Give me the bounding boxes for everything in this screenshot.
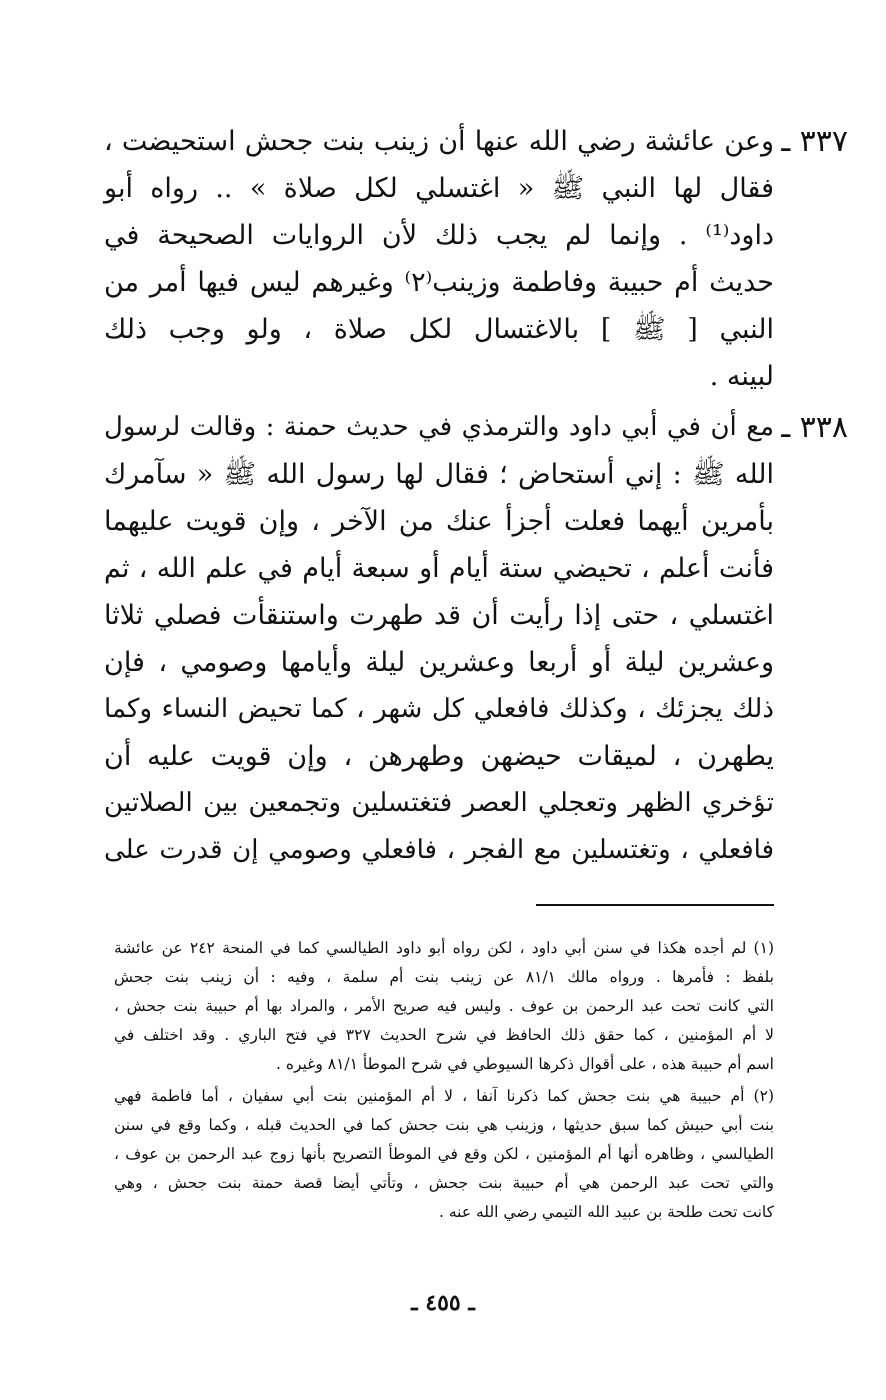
- footnote-line: والتي تحت عبد الرحمن هي أم حبيبة بنت جحش ، وتأتي أيضا قصة حمنة بنت جحش ، وهي: [114, 1174, 774, 1192]
- text-line: وعشرين ليلة أو أربعا وعشرين ليلة وأيامها وصومي ، فإن: [104, 647, 774, 678]
- footnote-line: بنت أبي حبيش كما سبق حديثها ، وزينب هي بنت جحش كما في الحديث قبله ، وكما وقع في سنن: [114, 1116, 774, 1134]
- text-line: اغتسلي ، حتى إذا رأيت أن قد طهرت واستنقأت فصلي ثلاثا: [104, 600, 774, 631]
- page-number: ـ ٤٥٥ ـ: [411, 1290, 475, 1316]
- hadith-number: ٣٣٧ ـ: [781, 124, 848, 159]
- hadith-338: [104, 404, 848, 874]
- text-line: فقال لها النبي ﷺ « اغتسلي لكل صلاة » .. رواه أبو: [104, 173, 774, 204]
- footnote-line: (٢) أم حبيبة هي بنت جحش كما ذكرنا آنفا ، لا أم المؤمنين بنت أبي سفيان ، أما فاطمة فهي: [114, 1087, 774, 1105]
- text-line: حديث أم حبيبة وفاطمة وزينب⁽٢⁾ وغيرهم ليس فيها أمر من: [104, 267, 774, 298]
- footnote-line: بلفظ : فأمرها . ورواه مالك ٨١/١ عن زينب بنت أم سلمة ، وفيه : أن زينب بنت جحش: [114, 968, 774, 986]
- footnote-line: (١) لم أجده هكذا في سنن أبي داود ، لكن رواه أبو داود الطيالسي كما في المنحة ٢٤٢ عن عائشة: [114, 939, 774, 957]
- footnote-line: كانت تحت طلحة بن عبيد الله التيمي رضي الله عنه .: [438, 1203, 774, 1221]
- text-line: مع أن في أبي داود والترمذي في حديث حمنة : وقالت لرسول: [104, 412, 774, 442]
- footnote-line: اسم أم حبيبة هذه ، على أقوال ذكرها السيوطي في شرح الموطأ ٨١/١ وغيره .: [276, 1055, 774, 1073]
- text-line: وعن عائشة رضي الله عنها أن زينب بنت جحش استحيضت ،: [104, 126, 774, 157]
- text-line: الله ﷺ : إني أستحاض ؛ فقال لها رسول الله ﷺ « سآمرك: [104, 459, 774, 490]
- text-line: ذلك يجزئك ، وكذلك فافعلي كل شهر ، كما تحيض النساء وكما: [104, 694, 774, 724]
- hadith-number: ٣٣٨ ـ: [781, 410, 848, 445]
- footnotes: [114, 934, 774, 1227]
- hadith-337: [104, 118, 848, 400]
- text-line: يطهرن ، لميقات حيضهن وطهرهن ، وإن قويت عليه أن: [104, 741, 774, 772]
- footnote-1: [114, 934, 774, 1079]
- footnote-line: لا أم المؤمنين ، كما حقق ذلك الحافظ في شرح الحديث ٣٢٧ في فتح الباري . وقد اختلف في: [114, 1026, 775, 1044]
- text-line: لبينه .: [709, 361, 774, 392]
- text-line: فأنت أعلم ، تحيضي ستة أيام أو سبعة أيام في علم الله ، ثم: [104, 553, 774, 584]
- text-line: النبي [ ﷺ ] بالاغتسال لكل صلاة ، ولو وجب ذلك: [104, 314, 774, 345]
- text-line: فافعلي ، وتغتسلين مع الفجر ، فافعلي وصومي إن قدرت على: [104, 835, 774, 865]
- text-line: بأمرين أيهما فعلت أجزأ عنك من الآخر ، وإن قويت عليهما: [104, 506, 774, 537]
- footnote-line: التي كانت تحت عبد الرحمن بن عوف . وليس فيه صريح الأمر ، والمراد بها أم حبيبة بنت جحش ،: [114, 997, 774, 1015]
- text-line: داود⁽¹⁾ . وإنما لم يجب ذلك لأن الروايات الصحيحة في: [104, 220, 774, 251]
- footnote-separator: [536, 904, 774, 906]
- text-line: تؤخري الظهر وتعجلي العصر فتغتسلين وتجمعين بين الصلاتين: [104, 788, 774, 818]
- footnote-line: الطيالسي ، وظاهره أنها أم المؤمنين ، لكن وقع في الموطأ التصريح بأنها زوج عبد الرحمن بن عوف ،: [114, 1145, 774, 1163]
- footnote-2: [114, 1082, 774, 1227]
